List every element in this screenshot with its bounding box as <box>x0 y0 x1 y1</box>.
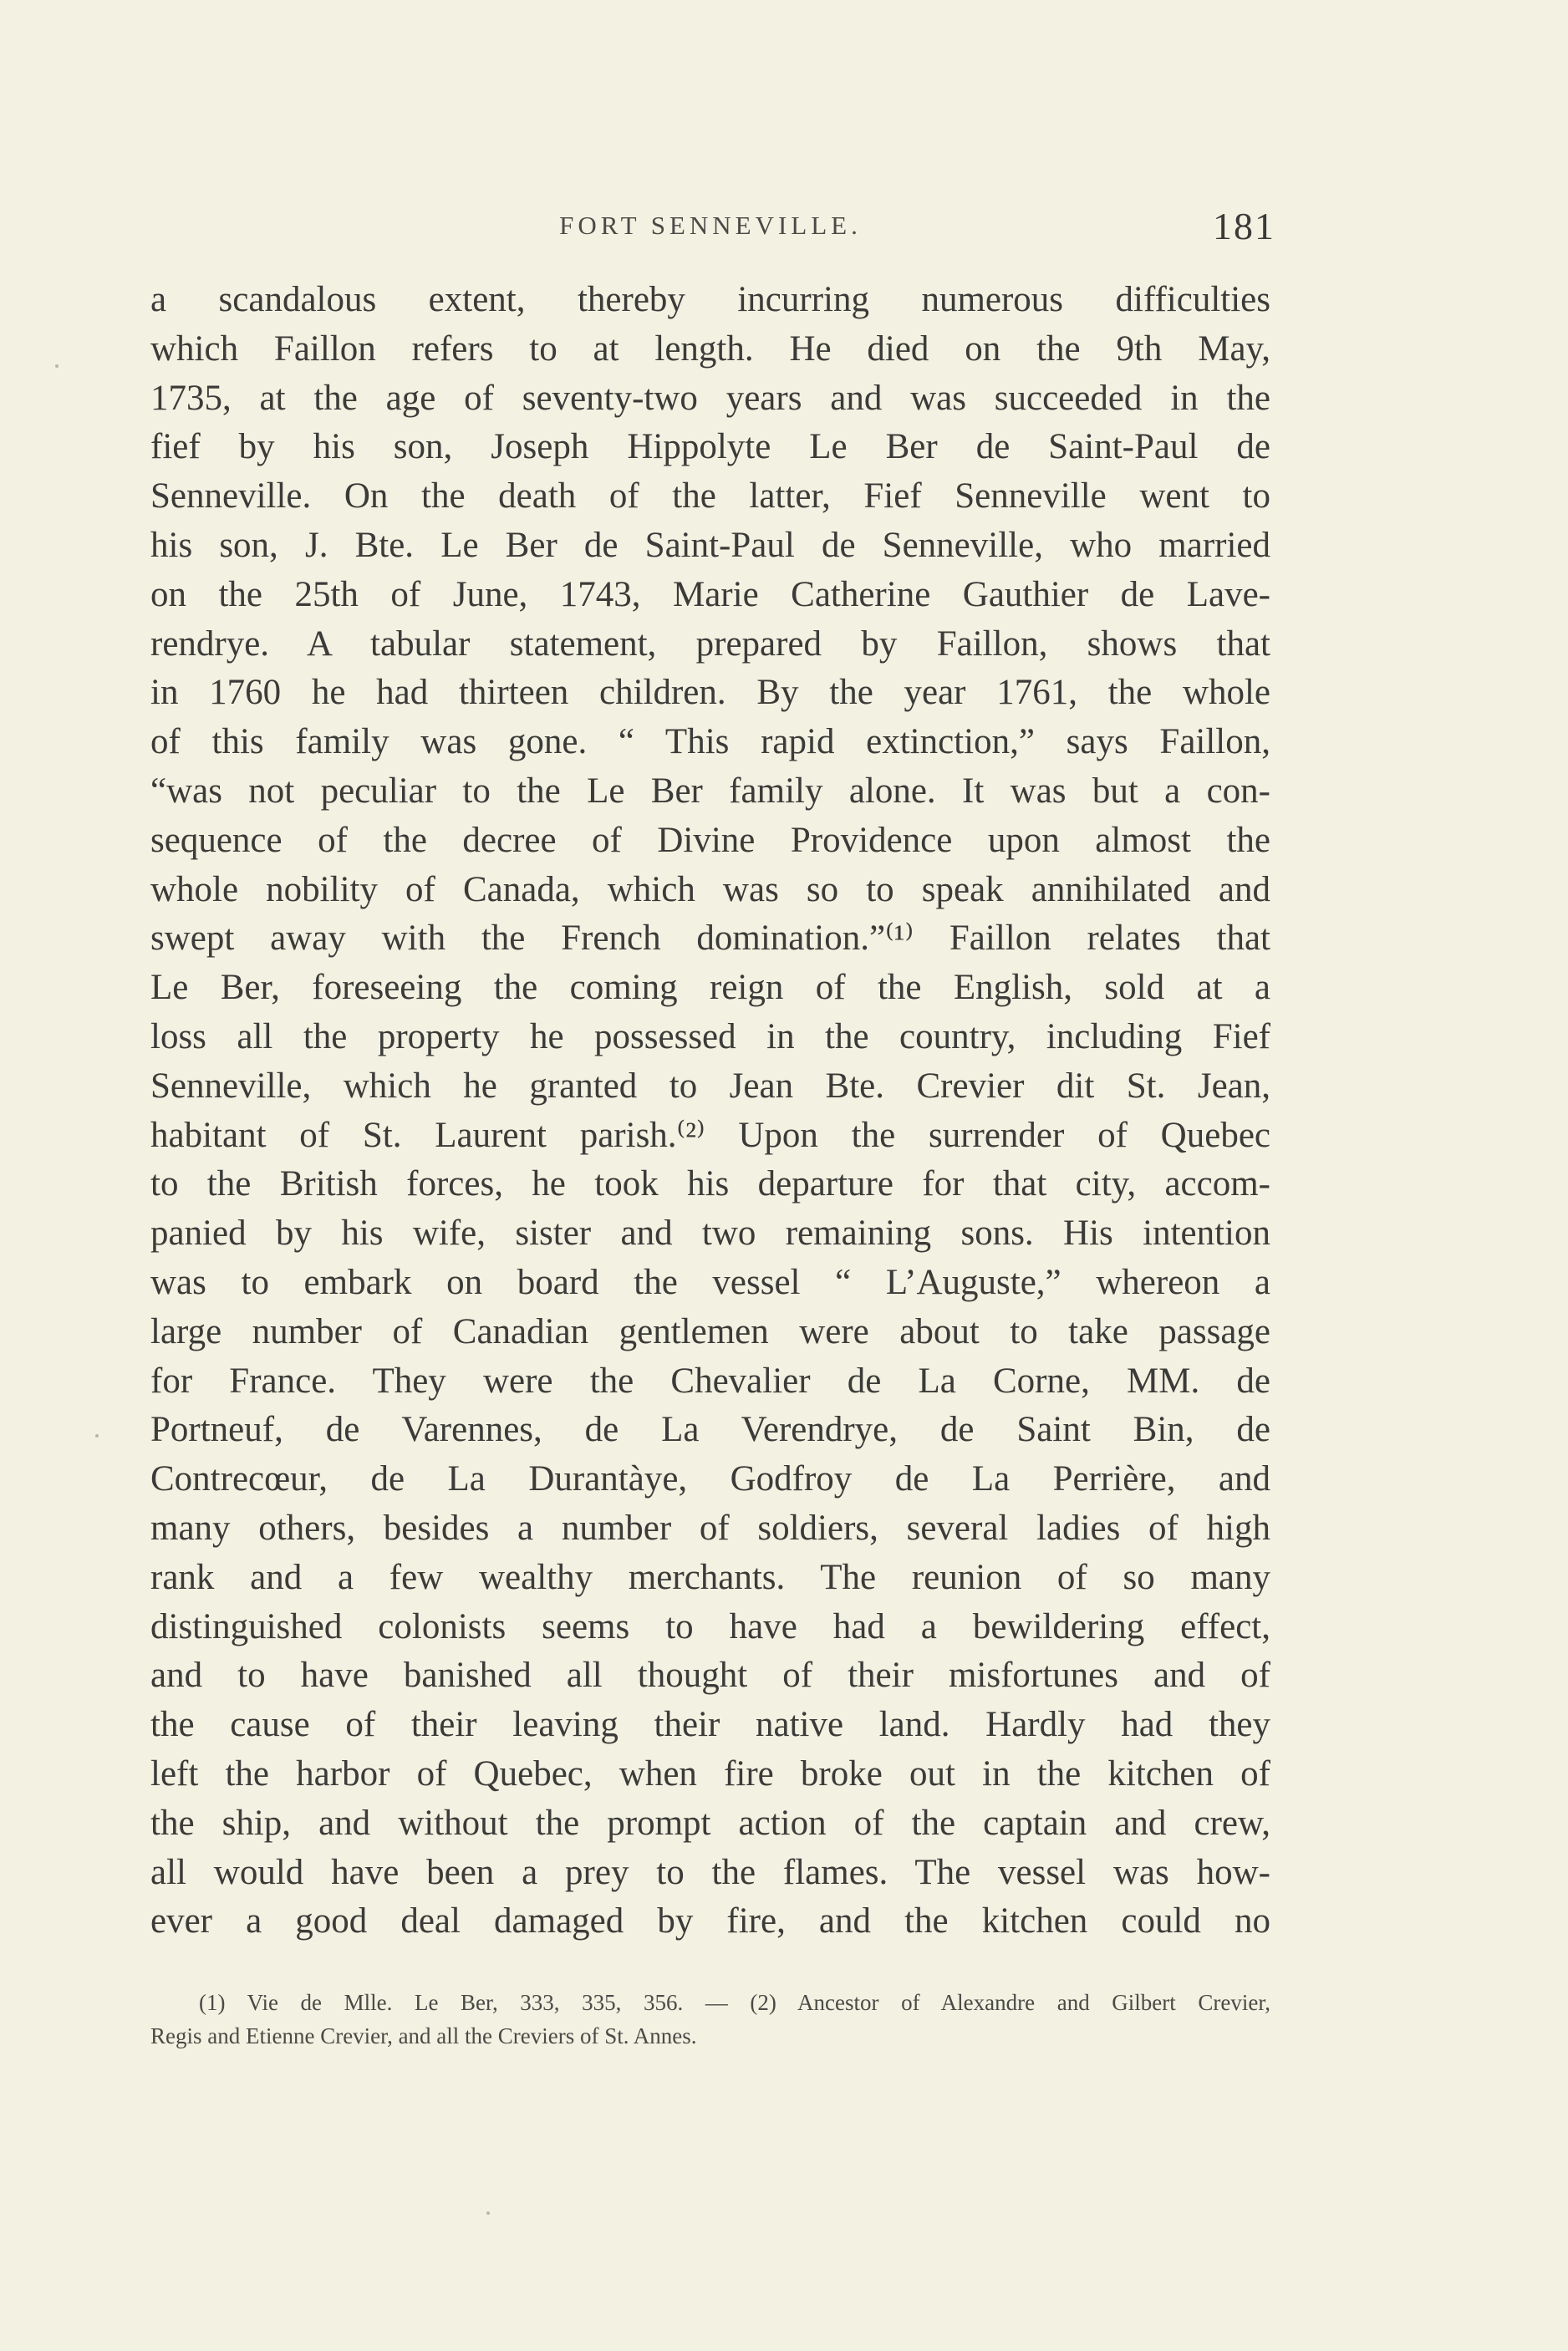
text-line: habitant of St. Laurent parish.⁽²⁾ Upon the surrender of Quebec <box>150 1115 1270 1155</box>
running-head <box>150 204 1275 254</box>
text-line: in 1760 he had thirteen children. By the year 1761, the whole <box>150 673 1270 713</box>
text-line: Senneville. On the death of the latter, Fief Senneville went to <box>150 476 1270 517</box>
footnote-line: Regis and Etienne Crevier, and all the Creviers of St. Annes. <box>150 2023 697 2048</box>
text-line: Le Ber, foreseeing the coming reign of the English, sold at a <box>150 968 1270 1008</box>
text-line: whole nobility of Canada, which was so to speak annihilated and <box>150 869 1270 909</box>
text-line: ever a good deal damaged by fire, and the kitchen could no <box>150 1901 1270 1941</box>
paper-speck <box>486 2211 490 2215</box>
text-line: which Faillon refers to at length. He died on the 9th May, <box>150 328 1270 369</box>
page-number: 181 <box>1213 205 1275 247</box>
body-text <box>150 276 1270 1946</box>
paper-speck <box>55 364 59 368</box>
text-line: his son, J. Bte. Le Ber de Saint-Paul de Senneville, who married <box>150 525 1270 565</box>
text-line: a scandalous extent, thereby incurring numerous difficulties <box>150 280 1270 319</box>
text-line: left the harbor of Quebec, when fire broke out in the kitchen of <box>150 1753 1270 1794</box>
text-line: many others, besides a number of soldiers, several ladies of high <box>150 1508 1270 1548</box>
paper-speck <box>95 1434 99 1438</box>
text-line: on the 25th of June, 1743, Marie Catherine Gauthier de Lave- <box>150 574 1270 614</box>
text-line: rank and a few wealthy merchants. The reunion of so many <box>150 1557 1270 1597</box>
text-line: of this family was gone. “ This rapid extinction,” says Faillon, <box>150 722 1270 762</box>
text-line: sequence of the decree of Divine Providence upon almost the <box>150 820 1270 860</box>
running-title: FORT SENNEVILLE. <box>559 211 862 240</box>
text-line: “was not peculiar to the Le Ber family alone. It was but a con- <box>150 771 1270 811</box>
text-line: Portneuf, de Varennes, de La Verendrye, de Saint Bin, de <box>150 1410 1270 1450</box>
text-line: and to have banished all thought of their misfortunes and of <box>150 1656 1270 1696</box>
text-line: swept away with the French domination.”⁽¹⁾ Faillon relates that <box>150 919 1270 959</box>
text-line: Contrecœur, de La Durantàye, Godfroy de La Perrière, and <box>150 1459 1270 1499</box>
text-line: to the British forces, he took his departure for that city, accom- <box>150 1164 1270 1204</box>
text-line: the ship, and without the prompt action of the captain and crew, <box>150 1803 1270 1843</box>
text-line: for France. They were the Chevalier de La Corne, MM. de <box>150 1361 1270 1401</box>
text-line: loss all the property he possessed in the country, including Fief <box>150 1016 1270 1056</box>
text-line: all would have been a prey to the flames. The vessel was how- <box>150 1852 1270 1892</box>
text-line: distinguished colonists seems to have had a bewildering effect, <box>150 1606 1270 1646</box>
text-line: large number of Canadian gentlemen were about to take passage <box>150 1311 1270 1351</box>
text-line: was to embark on board the vessel “ L’Auguste,” whereon a <box>150 1262 1270 1302</box>
text-line: the cause of their leaving their native land. Hardly had they <box>150 1705 1270 1745</box>
text-line: panied by his wife, sister and two remaining sons. His intention <box>150 1214 1270 1254</box>
footnote-line: (1) Vie de Mlle. Le Ber, 333, 335, 356. — (2) Ancestor of Alexandre and Gilbert Crevier, <box>199 1990 1270 2015</box>
text-line: fief by his son, Joseph Hippolyte Le Ber de Saint-Paul de <box>150 427 1270 467</box>
footnotes <box>150 1986 1270 2053</box>
text-line: 1735, at the age of seventy-two years and was succeeded in the <box>150 378 1270 418</box>
text-line: Senneville, which he granted to Jean Bte. Crevier dit St. Jean, <box>150 1066 1270 1106</box>
text-line: rendrye. A tabular statement, prepared by Faillon, shows that <box>150 623 1270 664</box>
